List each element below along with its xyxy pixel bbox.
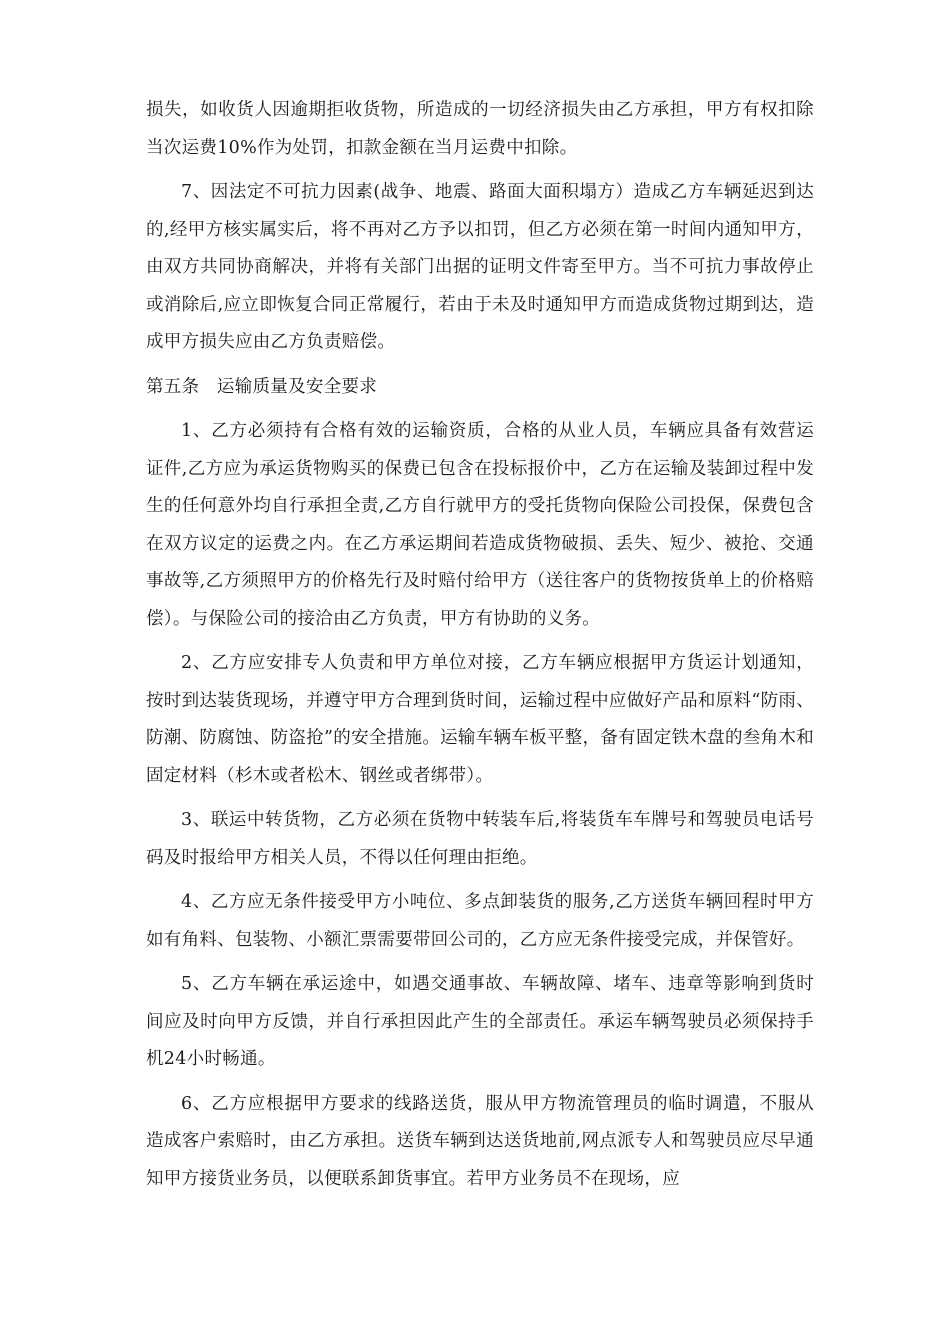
clause-item-4: 4、乙方应无条件接受甲方小吨位、多点卸装货的服务,乙方送货车辆回程时甲方如有角料、包装物、小额汇票需要带回公司的，乙方应无条件接受完成，并保管好。: [146, 892, 814, 950]
clause-item-3: 3、联运中转货物，乙方必须在货物中转装车后,将装货车车牌号和驾驶员电话号码及时报给甲方相关人员，不得以任何理由拒绝。: [146, 810, 814, 868]
section-heading: [146, 369, 814, 407]
clause-item-5: 5、乙方车辆在承运途中，如遇交通事故、车辆故障、堵车、违章等影响到货时间应及时向甲方反馈，并自行承担因此产生的全部责任。承运车辆驾驶员必须保持手机24小时畅通。: [146, 974, 814, 1069]
clause-item-6: 6、乙方应根据甲方要求的线路送货，服从甲方物流管理员的临时调遣，不服从造成客户索赔时，由乙方承担。送货车辆到达送货地前,网点派专人和驾驶员应尽早通知甲方接货业务员，以便联系卸货事宜。若甲方业务员不在现场，应: [146, 1093, 814, 1189]
section-title: 运输质量及安全要求: [216, 376, 378, 397]
paragraph-force-majeure: 7、因法定不可抗力因素(战争、地震、路面大面积塌方）造成乙方车辆延迟到达的,经甲方核实属实后，将不再对乙方予以扣罚，但乙方必须在第一时间内通知甲方，由双方共同协商解决，并将有关部门出据的证明文件寄至甲方。当不可抗力事故停止或消除后,应立即恢复合同正常履行，若由于未及时通知甲方而造成货物过期到达，造成甲方损失应由乙方负责赔偿。: [146, 182, 814, 352]
paragraph-continuation: 损失，如收货人因逾期拒收货物，所造成的一切经济损失由乙方承担，甲方有权扣除当次运费10%作为处罚，扣款金额在当月运费中扣除。: [146, 100, 814, 158]
contract-body: [146, 92, 814, 1198]
clause-item-1: 1、乙方必须持有合格有效的运输资质，合格的从业人员，车辆应具备有效营运证件,乙方应为承运货物购买的保费已包含在投标报价中，乙方在运输及装卸过程中发生的任何意外均自行承担全责,乙方自行就甲方的受托货物向保险公司投保，保费包含在双方议定的运费之内。在乙方承运期间若造成货物破损、丢失、短少、被抢、交通事故等,乙方须照甲方的价格先行及时赔付给甲方（送往客户的货物按货单上的价格赔偿）。与保险公司的接洽由乙方负责，甲方有协助的义务。: [146, 421, 814, 629]
section-number: 第五条: [146, 376, 200, 397]
clause-item-2: 2、乙方应安排专人负责和甲方单位对接，乙方车辆应根据甲方货运计划通知，按时到达装货现场，并遵守甲方合理到货时间，运输过程中应做好产品和原料“防雨、防潮、防腐蚀、防盗抢”的安全措施。运输车辆车板平整，备有固定铁木盘的叁角木和固定材料（杉木或者松木、钢丝或者绑带）。: [146, 653, 814, 786]
